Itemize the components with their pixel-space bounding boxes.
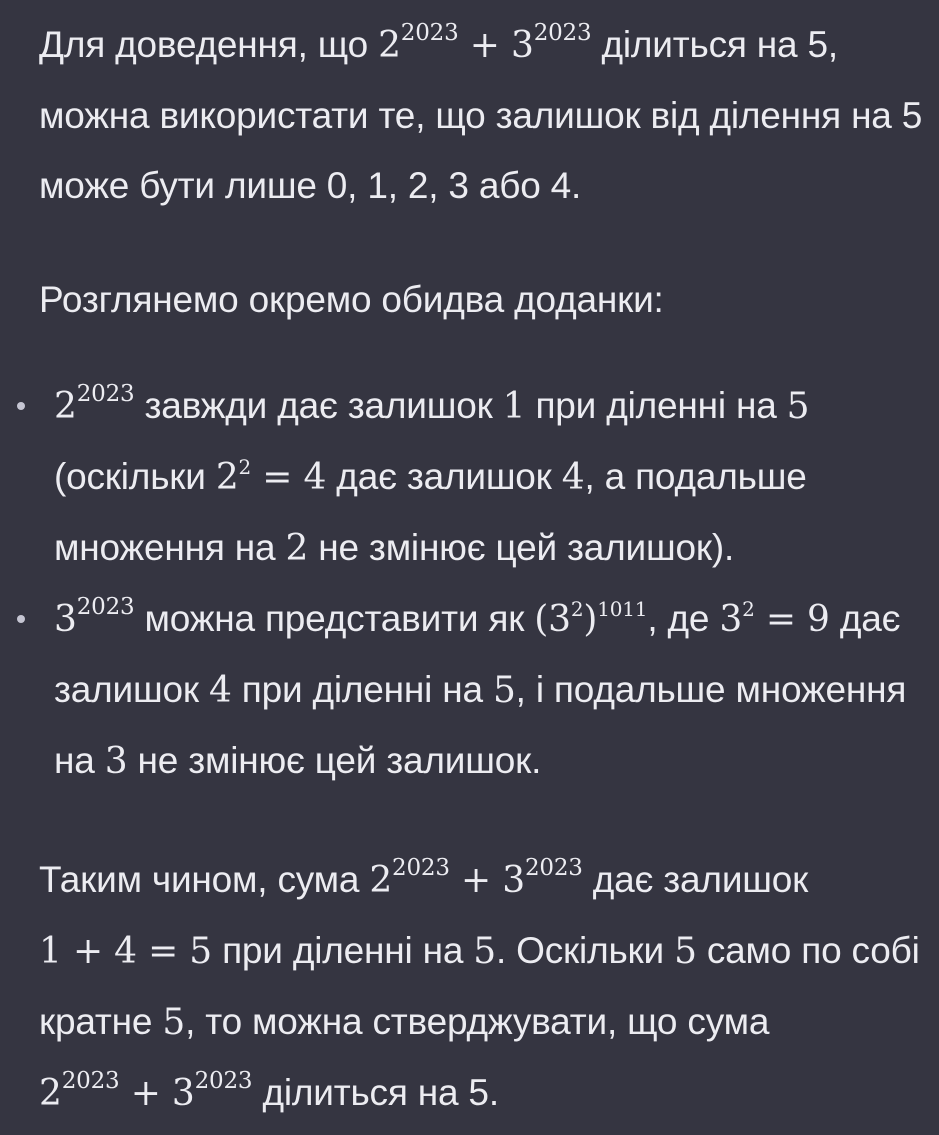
math-operator: + bbox=[119, 1073, 172, 1114]
math-number: 5 bbox=[162, 1002, 186, 1043]
math-number: 5 bbox=[492, 670, 516, 711]
math-exponent: 2023 bbox=[194, 1068, 253, 1094]
math-sum-expression bbox=[378, 20, 592, 66]
math-exponent: 2023 bbox=[76, 594, 135, 620]
math-base: 3 bbox=[510, 25, 534, 66]
list-item bbox=[39, 584, 925, 797]
math-base: 2 bbox=[378, 25, 401, 66]
math-exponent: 2023 bbox=[533, 20, 592, 46]
math-base: 2 bbox=[369, 860, 393, 901]
math-number: 3 bbox=[104, 741, 128, 782]
text-run: , а подальше множення на bbox=[54, 456, 807, 568]
bullet-list bbox=[39, 371, 925, 797]
math-number: 5 bbox=[786, 386, 810, 427]
math-number: 1 bbox=[502, 386, 526, 427]
math-base: 3 bbox=[54, 599, 77, 640]
text-run: само по собі кратне bbox=[39, 930, 920, 1042]
math-base: 3 bbox=[719, 599, 743, 640]
math-exponent: 2 bbox=[570, 597, 584, 621]
math-base: 2 bbox=[215, 457, 239, 498]
text-run: при діленні на bbox=[212, 930, 474, 971]
math-operator: + bbox=[458, 25, 511, 66]
math-paren-close: ) bbox=[583, 599, 598, 640]
text-run: при діленні на bbox=[525, 385, 787, 426]
math-power bbox=[54, 381, 135, 427]
math-exponent: 2 bbox=[238, 455, 252, 479]
math-number: 4 bbox=[208, 670, 232, 711]
text-run: ділиться на 5. bbox=[252, 1072, 499, 1113]
text-run: дає залишок bbox=[326, 456, 562, 497]
math-sum-expression bbox=[39, 1068, 253, 1114]
intro-text-start: Для доведення, що bbox=[39, 24, 379, 65]
math-base: 2 bbox=[54, 386, 77, 427]
text-run: (оскільки bbox=[54, 456, 216, 497]
math-base: 3 bbox=[171, 1073, 195, 1114]
math-equation bbox=[216, 457, 326, 498]
text-run: не змінює цей залишок. bbox=[127, 740, 542, 781]
math-number: 2 bbox=[285, 528, 309, 569]
math-exponent: 2023 bbox=[61, 1068, 120, 1094]
math-operator: + bbox=[449, 860, 503, 901]
text-run: дає залишок bbox=[582, 859, 809, 900]
text-run: дає залишок bbox=[54, 598, 901, 710]
text-run: , і подальше множення на bbox=[54, 669, 907, 781]
math-number: 5 bbox=[473, 931, 497, 972]
intro-paragraph bbox=[39, 10, 925, 221]
math-rest: = 9 bbox=[754, 599, 830, 640]
math-equation bbox=[719, 599, 829, 640]
text-run: завжди дає залишок bbox=[134, 385, 503, 426]
text-run: . Оскільки bbox=[496, 930, 675, 971]
bullet-dot-icon bbox=[17, 402, 25, 410]
text-run: Таким чином, сума bbox=[39, 859, 370, 900]
text-run: при діленні на bbox=[231, 669, 493, 710]
math-rest: = 4 bbox=[251, 457, 327, 498]
math-exponent: 2023 bbox=[76, 381, 135, 407]
conclusion-paragraph bbox=[39, 845, 925, 1129]
consider-paragraph: Розглянемо окремо обидва доданки: bbox=[39, 279, 664, 320]
math-base: 3 bbox=[502, 860, 525, 901]
math-exponent: 2023 bbox=[524, 855, 583, 881]
text-run: не змінює цей залишок). bbox=[308, 527, 735, 568]
math-exponent: 1011 bbox=[597, 597, 648, 621]
intro-text-end: ділиться на 5, можна використати те, що залишок від ділення на 5 може бути лише 0, 1, 2, 3 або 4. bbox=[39, 24, 923, 206]
math-base: 2 bbox=[39, 1073, 62, 1114]
text-run: , то можна стверджувати, що сума bbox=[185, 1001, 770, 1042]
math-nested-power bbox=[534, 599, 647, 640]
math-paren-open: (3 bbox=[534, 599, 571, 640]
math-power bbox=[54, 594, 135, 640]
list-item bbox=[39, 371, 925, 584]
math-sum-expression bbox=[369, 855, 583, 901]
text-run: можна представити як bbox=[134, 598, 535, 639]
text-run: , де bbox=[647, 598, 720, 639]
math-sum: 1 + 4 = 5 bbox=[39, 931, 213, 972]
math-exponent: 2023 bbox=[400, 20, 459, 46]
math-exponent: 2023 bbox=[392, 855, 450, 881]
math-number: 5 bbox=[674, 931, 697, 972]
math-number: 4 bbox=[561, 457, 585, 498]
math-exponent: 2 bbox=[742, 597, 755, 621]
bullet-dot-icon bbox=[17, 615, 25, 623]
